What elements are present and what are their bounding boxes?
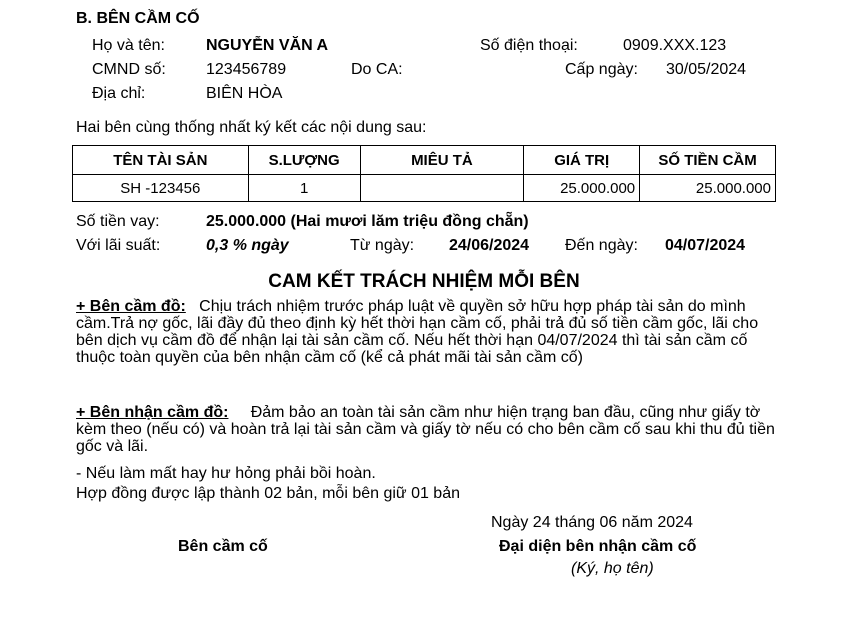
address-label: Địa chỉ: <box>92 85 146 102</box>
header-value: GIÁ TRỊ <box>524 146 640 175</box>
pawner-label: + Bên cầm đồ: <box>76 298 186 315</box>
cell-pawn-amount: 25.000.000 <box>640 175 776 202</box>
phone-label: Số điện thoại: <box>480 37 578 54</box>
table-header-row <box>73 146 776 175</box>
receiver-label: + Bên nhận cầm đồ: <box>76 404 229 421</box>
bottom-cutoff-line <box>0 632 848 640</box>
rate-value: 0,3 % ngày <box>206 237 289 254</box>
receiver-signature-title: Đại diện bên nhận cầm cố <box>499 538 697 555</box>
header-quantity: S.LƯỢNG <box>248 146 360 175</box>
top-cutoff-line <box>0 0 848 4</box>
from-date-value: 24/06/2024 <box>449 237 530 254</box>
to-date-value: 04/07/2024 <box>665 237 746 254</box>
receiver-signature-note: (Ký, họ tên) <box>571 560 654 577</box>
pawner-paragraph <box>76 298 776 366</box>
address-value: BIÊN HÒA <box>206 85 283 102</box>
damage-line: - Nếu làm mất hay hư hỏng phải bồi hoàn. <box>76 465 376 482</box>
cell-description <box>360 175 524 202</box>
name-value: NGUYỄN VĂN A <box>206 37 329 54</box>
header-pawn-amount: SỐ TIỀN CẦM <box>640 146 776 175</box>
id-label: CMND số: <box>92 61 166 78</box>
phone-value: 0909.XXX.123 <box>623 37 727 54</box>
cell-asset-name: SH -123456 <box>73 175 249 202</box>
cell-value: 25.000.000 <box>524 175 640 202</box>
to-date-label: Đến ngày: <box>565 237 638 254</box>
receiver-paragraph <box>76 404 776 455</box>
from-date-label: Từ ngày: <box>350 237 415 254</box>
section-b-title: B. BÊN CẦM CỐ <box>76 10 200 27</box>
name-label: Họ và tên: <box>92 37 165 54</box>
issued-by-label: Do CA: <box>351 61 403 78</box>
commitment-title: CAM KẾT TRÁCH NHIỆM MỖI BÊN <box>268 271 580 292</box>
copies-line: Hợp đồng được lập thành 02 bản, mỗi bên giữ 01 bản <box>76 485 460 502</box>
loan-amount-label: Số tiền vay: <box>76 213 160 230</box>
issued-date-label: Cấp ngày: <box>565 61 638 78</box>
issued-date-value: 30/05/2024 <box>666 61 747 78</box>
signing-date: Ngày 24 tháng 06 năm 2024 <box>491 514 693 531</box>
rate-label: Với lãi suất: <box>76 237 161 254</box>
asset-table <box>72 145 776 202</box>
id-value: 123456789 <box>206 61 287 78</box>
pawner-signature-title: Bên cầm cố <box>178 538 268 555</box>
receiver-text: Đảm bảo an toàn tài sản cầm như hiện trạng ban đầu, cũng như giấy tờ kèm theo (nếu có) và hoàn trả lại tài sản cầm và giấy tờ nếu có cho bên cầm cố sau khi thu đủ tiền gốc và lãi. <box>76 404 775 455</box>
header-asset-name: TÊN TÀI SẢN <box>73 146 249 175</box>
table-row <box>73 175 776 202</box>
agreement-intro: Hai bên cùng thống nhất ký kết các nội dung sau: <box>76 119 427 136</box>
cell-quantity: 1 <box>248 175 360 202</box>
header-description: MIÊU TẢ <box>360 146 524 175</box>
loan-amount-value: 25.000.000 (Hai mươi lăm triệu đồng chẵn) <box>206 213 529 230</box>
pawner-text: Chịu trách nhiệm trước pháp luật về quyền sở hữu hợp pháp tài sản do mình cầm.Trả nợ gốc, lãi đầy đủ theo định kỳ hết thời hạn cầm cố, phải trả đủ số tiền cầm gốc, lãi cho bên dịch vụ cầm đồ để nhận lại tài sản cầm cố. Nếu hết thời hạn 04/07/2024 thì tài sản cầm cố thuộc toàn quyền của bên nhận cầm cố (kể cả phát mãi tài sản cầm cố) <box>76 298 759 366</box>
